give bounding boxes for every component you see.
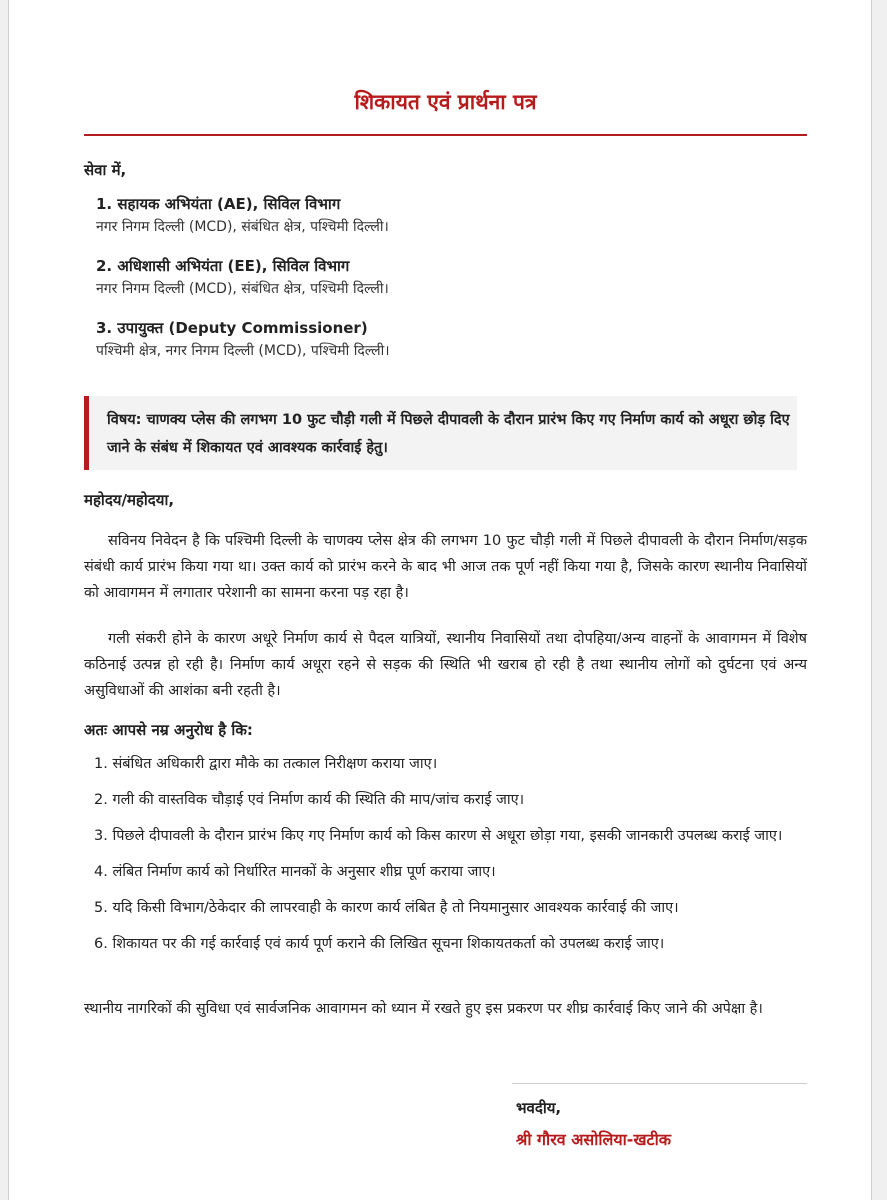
request-label: अतः आपसे नम्र अनुरोध है कि: [84,721,253,739]
title-divider [84,134,807,136]
salutation: महोदय/महोदया, [84,491,175,509]
signature-greeting: भवदीय, [516,1099,562,1117]
subject-box: विषय: चाणक्य प्लेस की लगभग 10 फुट चौड़ी गली में पिछले दीपावली के दौरान प्रारंभ किए गए निर्माण कार्य को अधूरा छोड़ दिए जाने के संबंध में शिकायत एवं आवश्यक कार्रवाई हेतु। [84,396,797,470]
request-item: 3. पिछले दीपावली के दौरान प्रारंभ किए गए निर्माण कार्य को किस कारण से अधूरा छोड़ा गया, इसकी जानकारी उपलब्ध कराई जाए। [94,828,783,844]
body-paragraph: सविनय निवेदन है कि पश्चिमी दिल्ली के चाणक्य प्लेस क्षेत्र की लगभग 10 फुट चौड़ी गली में पिछले दीपावली के दौरान निर्माण/सड़क संबंधी कार्य प्रारंभ किया गया था। उक्त कार्य को प्रारंभ करने के बाद भी आज तक पूर्ण नहीं किया गया है, जिसके कारण स्थानीय निवासियों को आवागमन में लगातार परेशानी का सामना करना पड़ रहा है। [84,533,807,601]
body-paragraph: गली संकरी होने के कारण अधूरे निर्माण कार्य से पैदल यात्रियों, स्थानीय निवासियों तथा दोपहिया/अन्य वाहनों के आवागमन में विशेष कठिनाई उत्पन्न हो रही है। निर्माण कार्य अधूरा रहने से सड़क की स्थिति भी खराब हो रही है तथा स्थानीय लोगों को दुर्घटना एवं अन्य असुविधाओं की आशंका बनी रहती है। [84,631,807,699]
recipient-address: पश्चिमी क्षेत्र, नगर निगम दिल्ली (MCD), पश्चिमी दिल्ली। [96,343,390,359]
recipient-title: 2. अधिशासी अभियंता (EE), सिविल विभाग [96,257,350,275]
request-item: 2. गली की वास्तविक चौड़ाई एवं निर्माण कार्य की स्थिति की माप/जांच कराई जाए। [94,792,525,808]
document-title: शिकायत एवं प्रार्थना पत्र [354,90,537,114]
to-label: सेवा में, [84,161,127,179]
closing-paragraph: स्थानीय नागरिकों की सुविधा एवं सार्वजनिक आवागमन को ध्यान में रखते हुए इस प्रकरण पर शीघ्र कार्रवाई किए जाने की अपेक्षा है। [84,1001,763,1017]
signature-divider [512,1083,807,1084]
recipient-item [96,316,796,362]
recipient-address: नगर निगम दिल्ली (MCD), संबंधित क्षेत्र, पश्चिमी दिल्ली। [96,219,389,235]
request-item: 4. लंबित निर्माण कार्य को निर्धारित मानकों के अनुसार शीघ्र पूर्ण कराया जाए। [94,864,496,880]
request-list [94,752,807,968]
signature-name: श्री गौरव असोलिया-खटीक [516,1130,672,1149]
recipient-address: नगर निगम दिल्ली (MCD), संबंधित क्षेत्र, पश्चिमी दिल्ली। [96,281,389,297]
request-item: 5. यदि किसी विभाग/ठेकेदार की लापरवाही के कारण कार्य लंबित है तो नियमानुसार आवश्यक कार्रवाई की जाए। [94,900,679,916]
recipient-title: 1. सहायक अभियंता (AE), सिविल विभाग [96,195,341,213]
request-item: 1. संबंधित अधिकारी द्वारा मौके का तत्काल निरीक्षण कराया जाए। [94,756,438,772]
recipient-item [96,254,796,300]
recipient-title: 3. उपायुक्त (Deputy Commissioner) [96,319,368,337]
document-page [8,0,872,1200]
recipient-list [96,192,796,378]
recipient-item [96,192,796,238]
request-item: 6. शिकायत पर की गई कार्रवाई एवं कार्य पूर्ण कराने की लिखित सूचना शिकायतकर्ता को उपलब्ध कराई जाए। [94,936,665,952]
